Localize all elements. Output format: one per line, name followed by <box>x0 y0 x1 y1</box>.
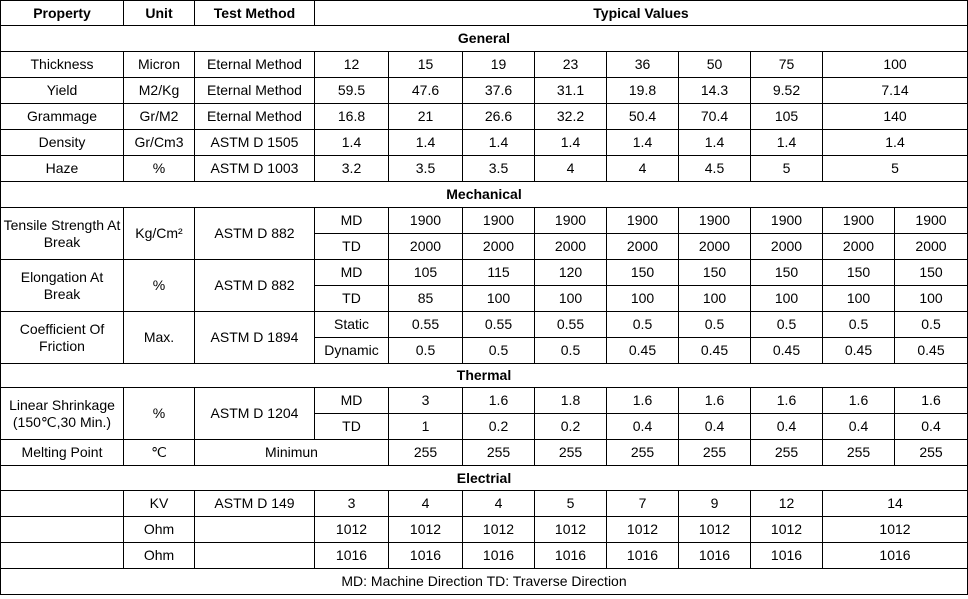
value-cell: 9.52 <box>751 78 823 104</box>
value-cell: 0.5 <box>389 338 463 364</box>
value-cell: 1900 <box>679 208 751 234</box>
value-cell: 0.4 <box>679 414 751 440</box>
value-cell: 3.5 <box>389 156 463 182</box>
value-cell: 5 <box>751 156 823 182</box>
value-cell: 0.4 <box>895 414 968 440</box>
method-cell: ASTM D 882 <box>195 260 315 312</box>
value-cell: 255 <box>389 440 463 466</box>
value-cell: 255 <box>823 440 895 466</box>
value-cell: 1.4 <box>389 130 463 156</box>
method-cell: ASTM D 149 <box>195 491 315 517</box>
value-cell: 3 <box>315 491 389 517</box>
value-cell: 1016 <box>823 543 968 569</box>
value-cell: 1012 <box>823 517 968 543</box>
value-cell: 1900 <box>607 208 679 234</box>
value-cell: 21 <box>389 104 463 130</box>
value-cell: 0.45 <box>679 338 751 364</box>
value-cell: 19 <box>463 52 535 78</box>
value-cell: 1012 <box>463 517 535 543</box>
value-cell: 1.4 <box>607 130 679 156</box>
value-cell: 1012 <box>751 517 823 543</box>
table-row <box>1 130 968 156</box>
value-cell: 1016 <box>607 543 679 569</box>
table-row <box>1 517 968 543</box>
value-cell: 1.6 <box>895 388 968 414</box>
value-cell: 12 <box>315 52 389 78</box>
value-cell: 2000 <box>463 234 535 260</box>
direction-cell: Dynamic <box>315 338 389 364</box>
value-cell: 1.6 <box>607 388 679 414</box>
property-cell <box>1 491 124 517</box>
value-cell: 5 <box>535 491 607 517</box>
value-cell: 150 <box>895 260 968 286</box>
value-cell: 15 <box>389 52 463 78</box>
direction-cell: MD <box>315 260 389 286</box>
header-row <box>1 1 968 26</box>
property-cell: Haze <box>1 156 124 182</box>
value-cell: 23 <box>535 52 607 78</box>
value-cell: 1012 <box>679 517 751 543</box>
method-cell: ASTM D 1505 <box>195 130 315 156</box>
value-cell: 1.4 <box>823 130 968 156</box>
table-row <box>1 78 968 104</box>
value-cell: 0.55 <box>463 312 535 338</box>
value-cell: 1.4 <box>751 130 823 156</box>
value-cell: 47.6 <box>389 78 463 104</box>
value-cell: 1012 <box>315 517 389 543</box>
value-cell: 12 <box>751 491 823 517</box>
value-cell: 31.1 <box>535 78 607 104</box>
unit-cell: % <box>124 260 195 312</box>
method-cell: Minimun <box>195 440 389 466</box>
value-cell: 16.8 <box>315 104 389 130</box>
value-cell: 1900 <box>823 208 895 234</box>
unit-cell: Ohm <box>124 517 195 543</box>
value-cell: 4.5 <box>679 156 751 182</box>
value-cell: 100 <box>679 286 751 312</box>
value-cell: 0.5 <box>679 312 751 338</box>
value-cell: 4 <box>463 491 535 517</box>
direction-cell: MD <box>315 208 389 234</box>
value-cell: 0.2 <box>463 414 535 440</box>
table-row <box>1 440 968 466</box>
value-cell: 255 <box>679 440 751 466</box>
value-cell: 100 <box>463 286 535 312</box>
value-cell: 105 <box>751 104 823 130</box>
direction-cell: TD <box>315 414 389 440</box>
table-row <box>1 312 968 338</box>
method-cell: ASTM D 882 <box>195 208 315 260</box>
method-cell: Eternal Method <box>195 52 315 78</box>
value-cell: 1016 <box>463 543 535 569</box>
header-property: Property <box>1 1 124 26</box>
method-cell: ASTM D 1003 <box>195 156 315 182</box>
table-row <box>1 388 968 414</box>
value-cell: 1900 <box>389 208 463 234</box>
value-cell: 7.14 <box>823 78 968 104</box>
value-cell: 7 <box>607 491 679 517</box>
header-unit: Unit <box>124 1 195 26</box>
value-cell: 0.2 <box>535 414 607 440</box>
unit-cell: KV <box>124 491 195 517</box>
unit-cell: M2/Kg <box>124 78 195 104</box>
value-cell: 1.4 <box>679 130 751 156</box>
direction-cell: TD <box>315 234 389 260</box>
value-cell: 2000 <box>389 234 463 260</box>
value-cell: 100 <box>895 286 968 312</box>
footnote: MD: Machine Direction TD: Traverse Direction <box>1 569 968 595</box>
value-cell: 1012 <box>389 517 463 543</box>
value-cell: 1900 <box>895 208 968 234</box>
value-cell: 4 <box>535 156 607 182</box>
value-cell: 150 <box>679 260 751 286</box>
method-cell <box>195 517 315 543</box>
value-cell: 1016 <box>679 543 751 569</box>
unit-cell: Gr/M2 <box>124 104 195 130</box>
value-cell: 0.5 <box>823 312 895 338</box>
table-row <box>1 208 968 234</box>
value-cell: 100 <box>823 52 968 78</box>
value-cell: 1012 <box>607 517 679 543</box>
value-cell: 1012 <box>535 517 607 543</box>
value-cell: 0.45 <box>895 338 968 364</box>
property-cell: Elongation At Break <box>1 260 124 312</box>
property-cell: Yield <box>1 78 124 104</box>
section-thermal: Thermal <box>1 364 968 388</box>
property-cell: Grammage <box>1 104 124 130</box>
table-row <box>1 52 968 78</box>
value-cell: 75 <box>751 52 823 78</box>
header-test-method: Test Method <box>195 1 315 26</box>
value-cell: 140 <box>823 104 968 130</box>
value-cell: 2000 <box>535 234 607 260</box>
value-cell: 1016 <box>315 543 389 569</box>
value-cell: 100 <box>751 286 823 312</box>
header-typical-values: Typical Values <box>315 1 968 26</box>
value-cell: 2000 <box>679 234 751 260</box>
value-cell: 255 <box>895 440 968 466</box>
value-cell: 0.5 <box>607 312 679 338</box>
property-cell: Coefficient Of Friction <box>1 312 124 364</box>
value-cell: 120 <box>535 260 607 286</box>
unit-cell: Ohm <box>124 543 195 569</box>
value-cell: 255 <box>463 440 535 466</box>
section-mechanical: Mechanical <box>1 182 968 208</box>
table-row <box>1 543 968 569</box>
unit-cell: ℃ <box>124 440 195 466</box>
value-cell: 2000 <box>751 234 823 260</box>
unit-cell: % <box>124 388 195 440</box>
value-cell: 150 <box>751 260 823 286</box>
value-cell: 3.5 <box>463 156 535 182</box>
value-cell: 0.4 <box>823 414 895 440</box>
section-electrial: Electrial <box>1 466 968 491</box>
method-cell: ASTM D 1894 <box>195 312 315 364</box>
value-cell: 1 <box>389 414 463 440</box>
value-cell: 1.4 <box>315 130 389 156</box>
value-cell: 4 <box>389 491 463 517</box>
value-cell: 0.5 <box>463 338 535 364</box>
direction-cell: TD <box>315 286 389 312</box>
value-cell: 14 <box>823 491 968 517</box>
value-cell: 5 <box>823 156 968 182</box>
section-general: General <box>1 26 968 52</box>
value-cell: 50.4 <box>607 104 679 130</box>
value-cell: 19.8 <box>607 78 679 104</box>
value-cell: 0.45 <box>607 338 679 364</box>
value-cell: 255 <box>607 440 679 466</box>
method-cell: Eternal Method <box>195 104 315 130</box>
value-cell: 59.5 <box>315 78 389 104</box>
value-cell: 70.4 <box>679 104 751 130</box>
value-cell: 1.8 <box>535 388 607 414</box>
value-cell: 1016 <box>389 543 463 569</box>
value-cell: 2000 <box>823 234 895 260</box>
value-cell: 105 <box>389 260 463 286</box>
value-cell: 1016 <box>751 543 823 569</box>
value-cell: 32.2 <box>535 104 607 130</box>
property-cell: Melting Point <box>1 440 124 466</box>
value-cell: 9 <box>679 491 751 517</box>
property-cell <box>1 517 124 543</box>
table-row <box>1 491 968 517</box>
method-cell: ASTM D 1204 <box>195 388 315 440</box>
property-cell: Thickness <box>1 52 124 78</box>
value-cell: 3.2 <box>315 156 389 182</box>
value-cell: 0.5 <box>895 312 968 338</box>
value-cell: 0.5 <box>535 338 607 364</box>
value-cell: 37.6 <box>463 78 535 104</box>
value-cell: 1900 <box>535 208 607 234</box>
value-cell: 0.55 <box>535 312 607 338</box>
value-cell: 3 <box>389 388 463 414</box>
value-cell: 100 <box>535 286 607 312</box>
value-cell: 1.4 <box>535 130 607 156</box>
value-cell: 1900 <box>463 208 535 234</box>
value-cell: 0.55 <box>389 312 463 338</box>
value-cell: 1.6 <box>679 388 751 414</box>
direction-cell: Static <box>315 312 389 338</box>
value-cell: 1.6 <box>823 388 895 414</box>
value-cell: 1016 <box>535 543 607 569</box>
value-cell: 1900 <box>751 208 823 234</box>
value-cell: 0.45 <box>823 338 895 364</box>
value-cell: 50 <box>679 52 751 78</box>
value-cell: 2000 <box>607 234 679 260</box>
value-cell: 0.5 <box>751 312 823 338</box>
unit-cell: Micron <box>124 52 195 78</box>
method-cell <box>195 543 315 569</box>
value-cell: 1.6 <box>751 388 823 414</box>
value-cell: 150 <box>607 260 679 286</box>
value-cell: 115 <box>463 260 535 286</box>
value-cell: 1.4 <box>463 130 535 156</box>
value-cell: 100 <box>607 286 679 312</box>
value-cell: 14.3 <box>679 78 751 104</box>
unit-cell: % <box>124 156 195 182</box>
value-cell: 150 <box>823 260 895 286</box>
value-cell: 0.45 <box>751 338 823 364</box>
property-cell: Density <box>1 130 124 156</box>
property-cell: Tensile Strength At Break <box>1 208 124 260</box>
table-row <box>1 260 968 286</box>
value-cell: 2000 <box>895 234 968 260</box>
value-cell: 4 <box>607 156 679 182</box>
value-cell: 85 <box>389 286 463 312</box>
table-row <box>1 156 968 182</box>
value-cell: 255 <box>751 440 823 466</box>
value-cell: 0.4 <box>607 414 679 440</box>
unit-cell: Max. <box>124 312 195 364</box>
value-cell: 255 <box>535 440 607 466</box>
value-cell: 0.4 <box>751 414 823 440</box>
method-cell: Eternal Method <box>195 78 315 104</box>
property-cell <box>1 543 124 569</box>
value-cell: 26.6 <box>463 104 535 130</box>
value-cell: 1.6 <box>463 388 535 414</box>
value-cell: 100 <box>823 286 895 312</box>
unit-cell: Kg/Cm² <box>124 208 195 260</box>
table-row <box>1 104 968 130</box>
direction-cell: MD <box>315 388 389 414</box>
property-cell: Linear Shrinkage (150℃,30 Min.) <box>1 388 124 440</box>
value-cell: 36 <box>607 52 679 78</box>
unit-cell: Gr/Cm3 <box>124 130 195 156</box>
